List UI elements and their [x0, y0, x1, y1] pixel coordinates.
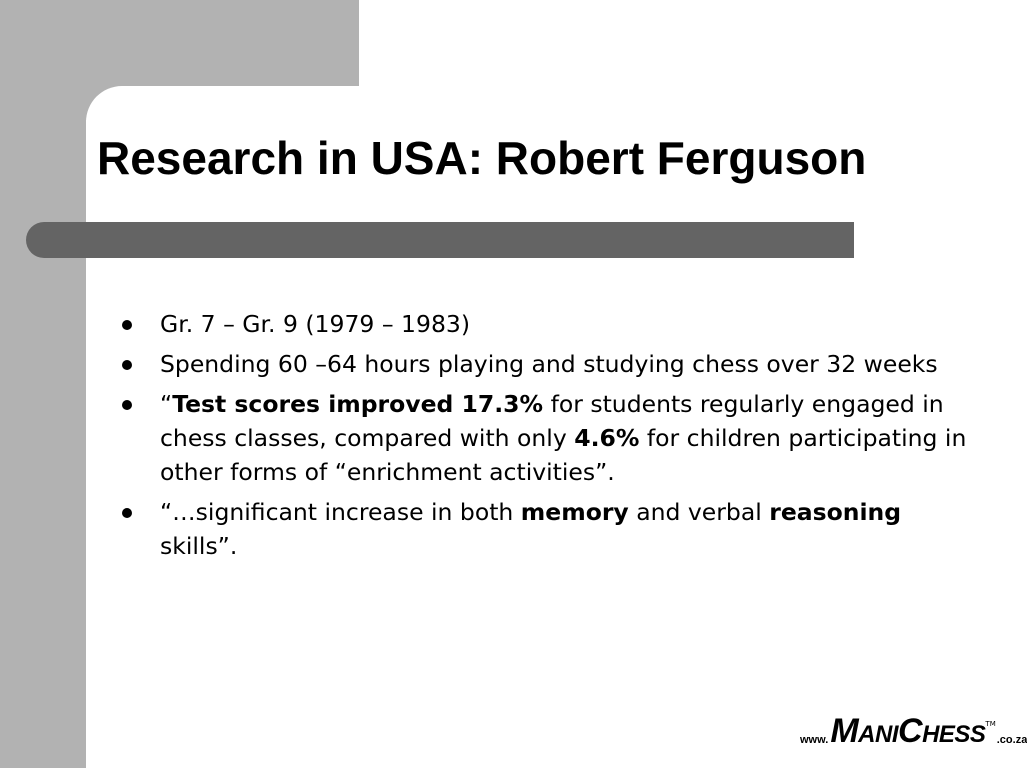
bullet-dot-icon	[122, 508, 132, 518]
logo-wordmark	[830, 712, 986, 750]
bullet-item	[118, 387, 968, 489]
bullet-text-run: Spending 60 –64 hours playing and studying chess over 32 weeks	[160, 350, 938, 378]
bullet-text-run: “…significant increase in both	[160, 498, 521, 526]
bullet-text-run: Gr. 7 – Gr. 9 (1979 – 1983)	[160, 310, 471, 338]
bullet-item	[118, 307, 968, 341]
bullet-text-run: “	[160, 390, 173, 418]
bullet-text	[160, 347, 968, 381]
bullet-list	[118, 307, 968, 569]
logo-big-letter: M	[830, 712, 859, 750]
logo-letters: HESS	[922, 721, 986, 748]
bullet-text	[160, 495, 968, 563]
bullet-text	[160, 307, 968, 341]
logo-prefix: www.	[800, 734, 829, 746]
bullet-bold-run: 4.6%	[574, 424, 640, 452]
bullet-text-run: for students regularly engaged in chess classes, compared with only	[160, 390, 944, 452]
manichess-logo	[800, 714, 1027, 750]
bullet-item	[118, 347, 968, 381]
bullet-item	[118, 495, 968, 563]
bullet-text-run: skills”.	[160, 532, 238, 560]
logo-big-letter: C	[898, 712, 923, 750]
bullet-dot-icon	[122, 320, 132, 330]
logo-suffix: .co.za	[996, 734, 1027, 746]
bullet-text-run: for children participating in other forms of “enrichment activities”.	[160, 424, 967, 486]
bullet-bold-run: Test scores improved 17.3%	[172, 390, 544, 418]
logo-letters: ANI	[858, 721, 898, 748]
bullet-text-run: and verbal	[628, 498, 770, 526]
bullet-text	[160, 387, 968, 489]
bullet-bold-run: memory	[520, 498, 629, 526]
bullet-dot-icon	[122, 400, 132, 410]
bullet-bold-run: reasoning	[769, 498, 902, 526]
bullet-dot-icon	[122, 360, 132, 370]
slide-title: Research in USA: Robert Ferguson	[97, 132, 867, 184]
logo-trademark: TM	[985, 720, 996, 728]
title-underline-bar	[26, 222, 854, 258]
